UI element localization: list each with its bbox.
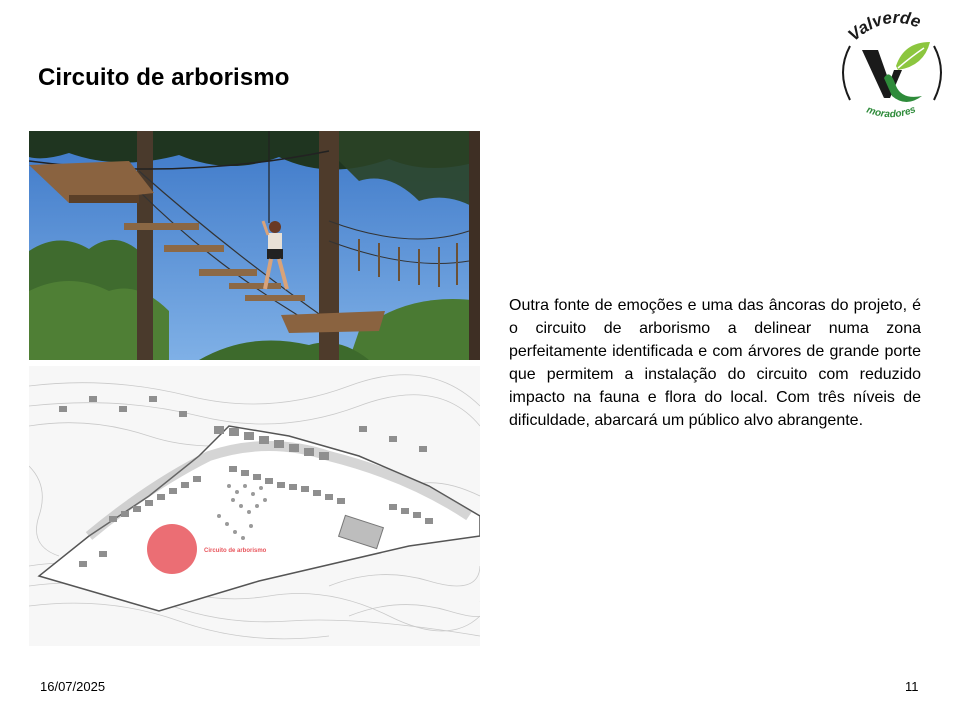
- slide-body-text: Outra fonte de emoções e uma das âncoras do projeto, é o circuito de arborismo a delinear numa zona perfeitamente identificada e com árvores de grande porte que permitem a instalação do circuito com reduzido impacto na fauna e flora do local. Com três níveis de dificuldade, abarcará um público alvo abrangente.: [509, 297, 921, 429]
- arborismo-photo: [29, 131, 480, 360]
- logo-bottom-text: moradores: [865, 104, 918, 121]
- arborismo-zone-marker: [147, 524, 197, 574]
- arborismo-zone-label: Circuito de arborismo: [204, 548, 267, 554]
- svg-text:Valverde: [844, 8, 923, 45]
- page-number: 11: [905, 679, 919, 694]
- slide-title: Circuito de arborismo: [38, 64, 290, 91]
- valverde-moradores-logo: [832, 8, 952, 126]
- svg-text:moradores: [865, 104, 918, 120]
- site-plan-map: [29, 366, 480, 646]
- footer-date: 16/07/2025: [40, 679, 106, 694]
- logo-top-text: Valverde: [844, 8, 924, 45]
